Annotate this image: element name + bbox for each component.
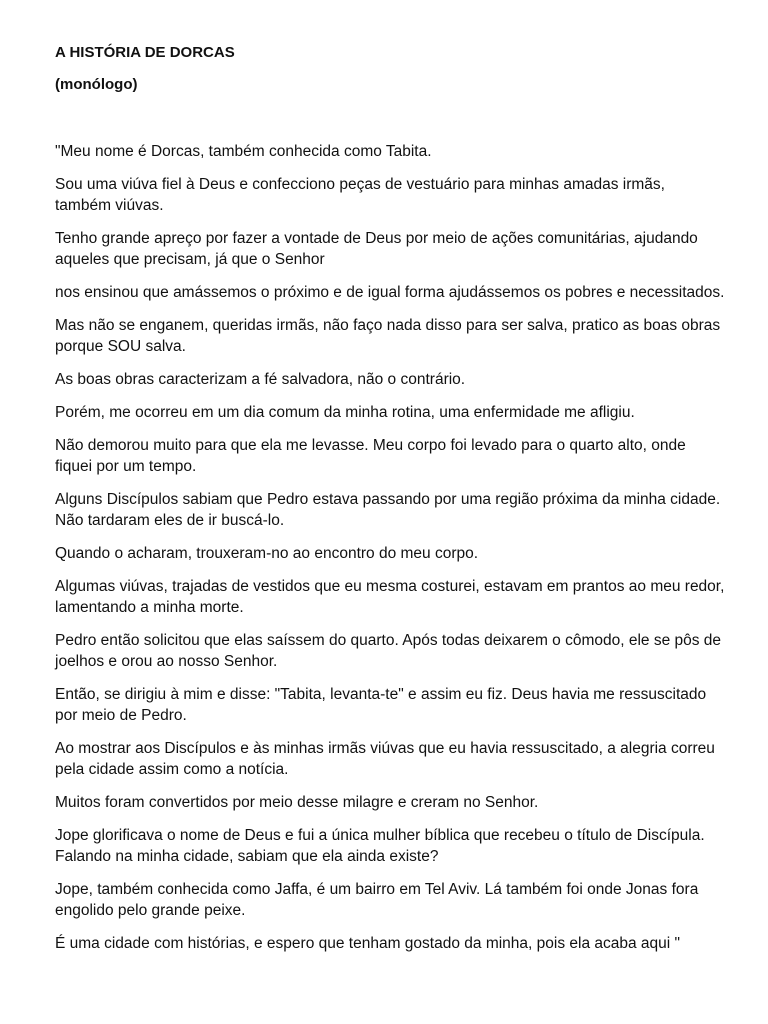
- paragraph: "Meu nome é Dorcas, também conhecida como Tabita.: [55, 143, 432, 160]
- paragraph: Algumas viúvas, trajadas de vestidos que eu mesma costurei, estavam em prantos ao meu redor, lamentando a minha morte.: [55, 578, 725, 616]
- paragraph: É uma cidade com histórias, e espero que tenham gostado da minha, pois ela acaba aqui ": [55, 935, 681, 952]
- document-title: A HISTÓRIA DE DORCAS: [55, 44, 235, 61]
- paragraph: Quando o acharam, trouxeram-no ao encontro do meu corpo.: [55, 545, 479, 562]
- paragraph: Jope, também conhecida como Jaffa, é um bairro em Tel Aviv. Lá também foi onde Jonas fora engolido pelo grande peixe.: [55, 881, 699, 919]
- paragraph: Pedro então solicitou que elas saíssem do quarto. Após todas deixarem o cômodo, ele se pôs de joelhos e orou ao nosso Senhor.: [55, 632, 722, 670]
- paragraph: Sou uma viúva fiel à Deus e confecciono peças de vestuário para minhas amadas irmãs, também viúvas.: [55, 176, 665, 214]
- paragraph: As boas obras caracterizam a fé salvadora, não o contrário.: [55, 371, 466, 388]
- paragraph: Tenho grande apreço por fazer a vontade de Deus por meio de ações comunitárias, ajudando aqueles que precisam, já que o Senhor: [55, 230, 698, 268]
- document-subtitle: (monólogo): [55, 76, 138, 93]
- paragraph: Muitos foram convertidos por meio desse milagre e creram no Senhor.: [55, 794, 539, 811]
- paragraph: Mas não se enganem, queridas irmãs, não faço nada disso para ser salva, pratico as boas obras porque SOU salva.: [55, 317, 721, 355]
- paragraph: Jope glorificava o nome de Deus e fui a única mulher bíblica que recebeu o título de Discípula. Falando na minha cidade, sabiam que ela ainda existe?: [55, 827, 705, 865]
- paragraph: Alguns Discípulos sabiam que Pedro estava passando por uma região próxima da minha cidade. Não tardaram eles de ir buscá-lo.: [55, 491, 721, 529]
- document-page: [55, 42, 725, 966]
- paragraph: Então, se dirigiu à mim e disse: "Tabita, levanta-te" e assim eu fiz. Deus havia me ressuscitado por meio de Pedro.: [55, 686, 707, 724]
- paragraph: Não demorou muito para que ela me levasse. Meu corpo foi levado para o quarto alto, onde fiquei por um tempo.: [55, 437, 686, 475]
- paragraph: nos ensinou que amássemos o próximo e de igual forma ajudássemos os pobres e necessitados.: [55, 284, 725, 301]
- paragraph: Porém, me ocorreu em um dia comum da minha rotina, uma enfermidade me afligiu.: [55, 404, 635, 421]
- paragraph: Ao mostrar aos Discípulos e às minhas irmãs viúvas que eu havia ressuscitado, a alegria correu pela cidade assim como a notícia.: [55, 740, 715, 778]
